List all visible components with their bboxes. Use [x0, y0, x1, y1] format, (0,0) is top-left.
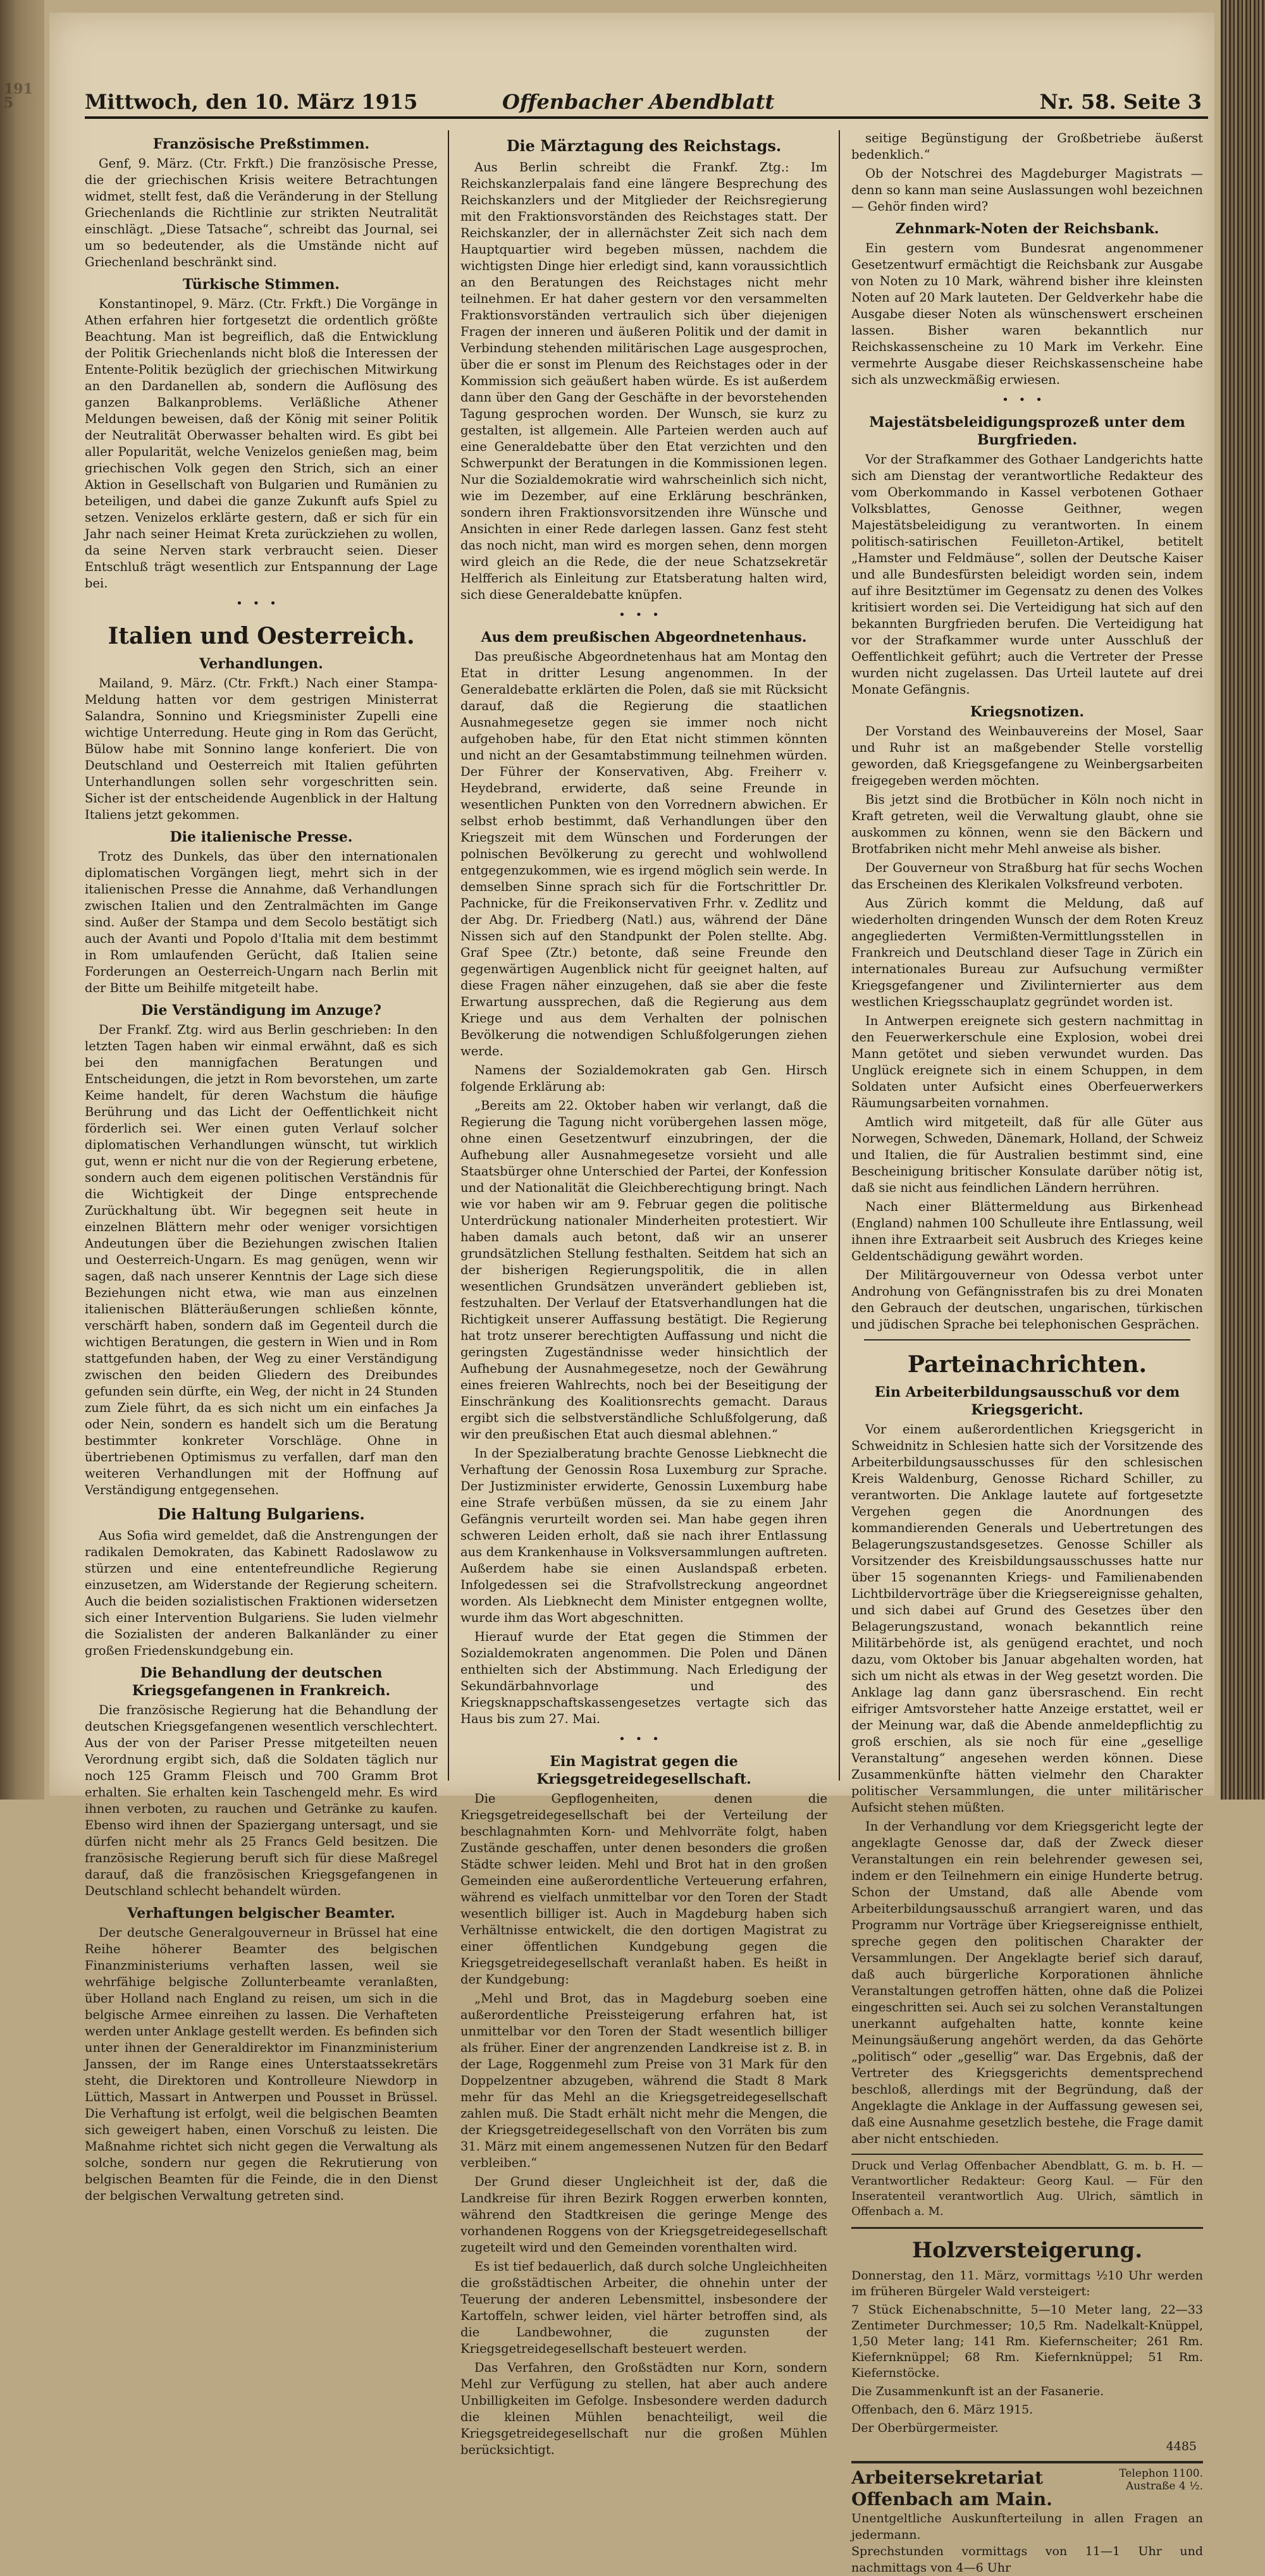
- article-title: Kriegsnotizen.: [970, 704, 1085, 720]
- article-paragraph: Genf, 9. März. (Ctr. Frkft.) Die französische Presse, die der griechischen Krisis weitere Betrachtungen widmet, stellt fest, daß die Veränderung in der Stellung Griechenlands die Richtlinie zur strikten Neutralität einschlägt. „Diese Tatsache“, schreibt das Journal, sei um so bedeutender, als die Umstände nicht auf Griechenland beschränkt sind.: [85, 156, 438, 269]
- advertisement-text: Die Zusammenkunft ist an der Fasanerie.: [851, 2384, 1104, 2398]
- article-paragraph: Vor der Strafkammer des Gothaer Landgerichts hatte sich am Dienstag der verantwortliche Redakteur des vom Oberkommando in Kassel verbotenen Gothaer Volksblattes, Genosse Geithner, wegen Majestätsbeleidigung zu verantworten. In einem politisch-satirischen Feuilleton-Artikel, betitelt „Hamster und Feldmäuse“, sollen der Deutsche Kaiser und alle Bundesfürsten beleidigt worden sein, indem auf ihre Besitztümer im Gegensatz zu denen des Volkes kritisiert worden sei. Die Verteidigung hat sich auf den bekannten Burgfrieden berufen. Die Verteidigung hat vor der Strafkammer wurde unter Ausschluß der Oeffentlichkeit geführt; auch die Vertreter der Presse wurden nicht zugelassen. Das Urteil lautete auf drei Monate Gefängnis.: [851, 452, 1203, 697]
- column-rule: [448, 130, 449, 1781]
- page-stack-edge: [1221, 0, 1265, 1800]
- article-title: Aus dem preußischen Abgeordnetenhaus.: [481, 629, 807, 646]
- article-title: Türkische Stimmen.: [183, 276, 340, 293]
- secretariat-info: Unentgeltliche Auskunfterteilung in allen Fragen an jedermann.: [851, 2512, 1203, 2542]
- article-subtitle: Ein Arbeiterbildungsausschuß vor dem Kriegsgericht.: [874, 1384, 1180, 1418]
- article-title: Majestätsbeleidigungsprozeß unter dem Burgfrieden.: [869, 414, 1185, 448]
- article-title: Französische Preßstimmen.: [152, 136, 370, 152]
- advertisement-title: Holzversteigerung.: [911, 2238, 1143, 2263]
- article-title: Ein Magistrat gegen die Kriegsgetreidegesellschaft.: [536, 1753, 751, 1788]
- article-paragraph: Das Verfahren, den Großstädten nur Korn, sondern Mehl zur Verfügung zu stellen, hat aber auch andere Unbilligkeiten im Gefolge. Insbesondere werden dadurch die kleinen Mühlen benachteiligt, weil die Kriegsgetreidegesellschaft nur die großen Mühlen berücksichtigt.: [460, 2360, 827, 2457]
- masthead: [85, 86, 1208, 119]
- article-title: Zehnmark-Noten der Reichsbank.: [895, 221, 1159, 237]
- advertisement-signature: Der Oberbürgermeister.: [851, 2421, 999, 2435]
- article-paragraph: In der Spezialberatung brachte Genosse Liebknecht die Verhaftung der Genossin Rosa Luxemburg zur Sprache. Der Justizminister erwiderte, Genossin Luxemburg habe eine Strafe verbüßen müssen, da sie zu einem Jahr Gefängnis verurteilt worden sei. Man habe gegen ihren schweren Leiden erholt, daß sie nach ihrer Entlassung aus dem Krankenhause in Volksversammlungen auftreten. Außerdem habe sie einen Auslandspaß erbeten. Infolgedessen sei die Strafvollstreckung angeordnet worden. Als Liebknecht dem Minister entgegnen wollte, wurde ihm das Wort abgeschnitten.: [460, 1446, 827, 1625]
- article-paragraph: Mailand, 9. März. (Ctr. Frkft.) Nach einer Stampa-Meldung hatten vor dem gestrigen Ministerrat Salandra, Sonnino und Kriegsminister Zupelli eine wichtige Unterredung. Heute ging in Rom das Gerücht, Bülow habe mit Sonnino lange konferiert. Die von Deutschland und Oesterreich mit Italien geführten Unterhandlungen sollen sehr vorgeschritten sein. Sicher ist der entscheidende Augenblick in der Haltung Italiens jetzt gekommen.: [85, 676, 438, 822]
- article-paragraph: Der Vorstand des Weinbauvereins der Mosel, Saar und Ruhr ist an maßgebender Stelle vorstellig geworden, daß Kriegsgefangene zu Weinbergsarbeiten freigegeben werden möchten.: [851, 724, 1203, 788]
- article-title: Die Haltung Bulgariens.: [157, 1505, 365, 1523]
- advertisement-workers-secretariat: [851, 2461, 1203, 2576]
- article-paragraph: Aus Sofia wird gemeldet, daß die Anstrengungen der radikalen Demokraten, das Kabinett Radoslawow zu stürzen und eine ententefreundliche Regierung einzusetzen, am Widerstande der Regierung scheitern. Auch die beiden sozialistischen Fraktionen widersetzen sich einer Intervention Bulgariens. Sie luden vielmehr die Sozialisten der anderen Balkanländer zu einer großen Friedenskundgebung ein.: [85, 1528, 438, 1658]
- article-paragraph: Der Grund dieser Ungleichheit ist der, daß die Landkreise für ihren Bezirk Roggen erwerben konnten, während den Stadtkreisen die geringe Menge des vorhandenen Roggens von der Kriegsgetreidegesellschaft zugeteilt wird und den Gemeinden vorenthalten wird.: [460, 2174, 827, 2255]
- article-paragraph: In Antwerpen ereignete sich gestern nachmittag in den Feuerwerkerschule eine Explosion, wobei drei Mann getötet und sieben verwundet wurden. Das Unglück ereignete sich in einem Schuppen, in dem Soldaten unter Aufsicht eines Oberfeuerwerkers Räumungsarbeiten vornahmen.: [851, 1014, 1203, 1110]
- article-paragraph: Der Frankf. Ztg. wird aus Berlin geschrieben: In den letzten Tagen haben wir einmal erwähnt, daß es sich bei den mannigfachen Beratungen und Entscheidungen, die jetzt in Rom bevorstehen, um zarte Keime handelt, für deren Wachstum die häufige Berührung und das Licht der Oeffentlichkeit nicht förderlich sei. Wer einen guten Verlauf solcher diplomatischen Verhandlungen wünscht, tut wirklich gut, wenn er nicht nur die von der Regierung erbetene, sondern auch dem eigenen politischen Verständnis für die Wichtigkeit der Dinge entsprechende Zurückhaltung übt. Wir begegnen seit heute in einzelnen Blättern mehr oder weniger vorsichtigen Andeutungen über die Beziehungen zwischen Italien und Oesterreich-Ungarn. Es mag genügen, wenn wir sagen, daß nach unserer Kenntnis der Lage sich diese Beziehungen nicht etwa, wie man aus einzelnen italienischen Blätteräußerungen schließen könnte, verschärft haben, sondern daß im Gegenteil durch die wichtigen Beratungen, die gestern in Wien und in Rom stattgefunden haben, der Weg zu einer Verständigung zwischen den beiden Gliedern des Dreibundes gefunden sein dürfte, ein Weg, der nicht in 24 Stunden zum Ziele führt, da es sich nicht um ein einfaches Ja oder Nein, sondern es handelt sich um die Beratung bestimmter konkreter Vorschläge. Ohne in übertriebenen Optimismus zu verfallen, darf man den weiteren Verhandlungen mit der Hoffnung auf Verständigung entgegensehen.: [85, 1022, 438, 1497]
- article-paragraph: Trotz des Dunkels, das über den internationalen diplomatischen Vorgängen liegt, mehrt sich in der italienischen Presse die Annahme, daß Verhandlungen zwischen Italien und den Zentralmächten im Gange sind. Außer der Stampa und dem Secolo bestätigt sich auch der Avanti und Popolo d'Italia mit dem bestimmt in Rom umlaufenden Gerücht, daß Italien seine Forderungen an Oesterreich-Ungarn nach Berlin mit der Bitte um Beihilfe mitgeteilt habe.: [85, 849, 438, 995]
- article-paragraph: Der Gouverneur von Straßburg hat für sechs Wochen das Erscheinen des Klerikalen Volksfreund verboten.: [851, 861, 1203, 892]
- article-paragraph: „Bereits am 22. Oktober haben wir verlangt, daß die Regierung die Tagung nicht vorübergehen lassen möge, ohne einen Gesetzentwurf einzubringen, der die Aufhebung aller Ausnahmegesetze vorsieht und alle Staatsbürger ohne Unterschied der Partei, der Konfession und der Nationalität die Gleichberechtigung bringt. Nach wie vor haben wir am 9. Februar gegen die politische Unterdrückung nationaler Minderheiten protestiert. Wir haben damals auch betont, daß wir an unserer grundsätzlichen Stellung festhalten. Seitdem hat sich an der bisherigen Regierungspolitik, die in allen wesentlichen Grundsätzen unverändert geblieben ist, festzuhalten. Der Verlauf der Etatsverhandlungen hat die Richtigkeit unserer Auffassung bestätigt. Die Regierung hat trotz unserer berechtigten Auffassung und nicht die geringsten Zugeständnisse weder hinsichtlich der Aufhebung der Ausnahmegesetze, noch der Gewährung eines freieren Wahlrechts, noch bei der Beseitigung der Einschränkung des Koalitionsrechts gemacht. Daraus ergibt sich die selbstverständliche Schlußfolgerung, daß wir den preußischen Etat auch diesmal ablehnen.“: [460, 1098, 827, 1442]
- separator-dots: •••: [619, 608, 669, 622]
- imprint: Druck und Verlag Offenbacher Abendblatt, G. m. b. H. — Verantwortlicher Redakteur: Georg Kaul. — Für den Inseratenteil verantwortlich Aug. Ulrich, sämtlich in Offenbach a. M.: [851, 2154, 1203, 2219]
- secretariat-title: Arbeitersekretariat Offenbach am Main.: [851, 2467, 1052, 2510]
- binding-text: [4, 82, 39, 115]
- article-paragraph: Ob der Notschrei des Magdeburger Magistrats — denn so kann man seine Auslassungen wohl bezeichnen — Gehör finden wird?: [851, 166, 1203, 214]
- article-title: Die Verständigung im Anzuge?: [141, 1002, 381, 1019]
- article-paragraph: Der Militärgouverneur von Odessa verbot unter Androhung von Gefängnisstrafen bis zu drei Monaten den Gebrauch der deutschen, ungarischen, türkischen und jüdischen Sprache bei telephonischen Gesprächen.: [851, 1268, 1203, 1332]
- article-paragraph: Hierauf wurde der Etat gegen die Stimmen der Sozialdemokraten angenommen. Die Polen und Dänen enthielten sich der Abstimmung. Nach Erledigung der Sekundärbahnvorlage und des Kriegsknappschaftskassengesetzes vertagte sich das Haus bis zum 27. Mai.: [460, 1629, 827, 1726]
- binding-year: 1915: [4, 81, 33, 111]
- advertisement-text: Donnerstag, den 11. März, vormittags ½10 Uhr werden im früheren Bürgeler Wald versteigert:: [851, 2269, 1203, 2298]
- article-paragraph: „Mehl und Brot, das in Magdeburg soeben eine außerordentliche Preissteigerung erfahren hat, ist unmittelbar vor den Toren der Stadt wesentlich billiger als früher. Einer der angrenzenden Landkreise ist z. B. in der Lage, Roggenmehl zum Preise von 31 Mark für den Doppelzentner abzugeben, während die Stadt 8 Mark mehr für das Mehl an die Kriegsgetreidegesellschaft zahlen muß. Die Stadt erhält nicht mehr die Mengen, die der Kriegsgetreidegesellschaft von den Vorräten bis zum 31. März mit einem angemessenen Nutzen für den Bedarf verbleiben.“: [460, 1991, 827, 2170]
- secretariat-phone: Telephon 1100.: [1119, 2467, 1203, 2480]
- article-title: Die italienische Presse.: [170, 829, 353, 845]
- secretariat-address: Austraße 4 ½.: [1126, 2480, 1203, 2493]
- column-1: [85, 130, 438, 2203]
- article-paragraph: Bis jetzt sind die Brotbücher in Köln noch nicht in Kraft getreten, weil die Verwaltung glaubt, ohne sie auskommen zu können, wenn sie den Bäckern und Brotfabriken nicht mehr Mehl anweise als bisher.: [851, 792, 1203, 856]
- article-title: Italien und Oesterreich.: [108, 623, 415, 649]
- separator-dots: •••: [236, 597, 287, 610]
- article-title: Verhaftungen belgischer Beamter.: [127, 1905, 395, 1922]
- divider: [864, 1339, 1190, 1340]
- article-paragraph: Namens der Sozialdemokraten gab Gen. Hirsch folgende Erklärung ab:: [460, 1063, 827, 1094]
- article-paragraph: seitige Begünstigung der Großbetriebe äußerst bedenklich.“: [851, 131, 1203, 162]
- secretariat-hours: Sprechstunden vormittags von 11—1 Uhr und nachmittags von 4—6 Uhr: [851, 2544, 1203, 2575]
- separator-dots: •••: [619, 1733, 669, 1746]
- column-2: [460, 130, 827, 2457]
- column-rule: [839, 130, 840, 1781]
- article-paragraph: Ein gestern vom Bundesrat angenommener Gesetzentwurf ermächtigt die Reichsbank zur Ausgabe von Noten zu 10 Mark, während bisher ihre kleinsten Noten auf 20 Mark lauteten. Der Geldverkehr habe die Ausgabe dieser Noten als wünschenswert erscheinen lassen. Bisher waren bekanntlich nur Reichskassenscheine zu 10 Mark im Verkehr. Eine vermehrte Ausgabe dieser Reichskassenscheine habe sich als unzweckmäßig erwiesen.: [851, 241, 1203, 387]
- article-paragraph: Aus Berlin schreibt die Frankf. Ztg.: Im Reichskanzlerpalais fand eine längere Besprechung des Reichskanzlers und der Mitglieder der Reichsregierung mit den Fraktionsvorständen des Reichstages statt. Der Reichskanzler, der in allernächster Zeit sich nach dem Hauptquartier wird begeben müssen, nachdem die wichtigsten Dinge hier erledigt sind, kann voraussichtlich an den Beratungen des Reichstages nicht mehr teilnehmen. Er hat daher gestern vor den versammelten Fraktionsvorständen vertraulich sich über diejenigen Fragen der inneren und äußeren Politik und der damit in Verbindung stehenden militärischen Lage ausgesprochen, über die er sonst im Plenum des Reichstages oder in der Kommission sich geäußert haben würde. Es ist außerdem dann über den Gang der Geschäfte in der bevorstehenden Tagung gesprochen worden. Der Wunsch, sie kurz zu gestalten, ist allgemein. Alle Parteien werden auch auf eine Generaldebatte über den Etat verzichten und den Schwerpunkt der Beratungen in die Kommissionen legen. Nur die Sozialdemokratie wird wahrscheinlich sich nicht, wie im Dezember, auf eine Erklärung beschränken, sondern ihren Fraktionsvorsitzenden ihre Wünsche und Ansichten in einer Rede darlegen lassen. Ganz fest steht das noch nicht, man wird es morgen sehen, denn morgen wird gleich an die Rede, die der neue Schatzsekretär Helfferich als Einleitung zur Etatsberatung halten wird, sich diese Generaldebatte knüpfen.: [460, 160, 827, 602]
- article-paragraph: Der deutsche Generalgouverneur in Brüssel hat eine Reihe höherer Beamter des belgischen Finanzministeriums verhaften lassen, weil sie wehrfähige belgische Zollunterbeamte veranlaßten, über Holland nach England zu reisen, um sich in die belgische Armee einreihen zu lassen. Die Verhafteten werden unter Anklage gestellt werden. Es befinden sich unter ihnen der Generaldirektor im Finanzministerium Janssen, der im Range eines Unterstaatssekretärs steht, die Direktoren und Kontrolleure Niewdorp in Lüttich, Massart in Antwerpen und Pousset in Brüssel. Die Verhaftung ist erfolgt, weil die belgischen Beamten sich geweigert haben, einen Vorschuß zu leisten. Die Maßnahme richtet sich nicht gegen die Verwaltung als solche, sondern nur gegen die Rekrutierung von belgischen Beamten für die Feinde, die in den Dienst der belgischen Verwaltung getreten sind.: [85, 1925, 438, 2203]
- column-3: [851, 130, 1203, 2575]
- article-subtitle: Verhandlungen.: [199, 656, 323, 672]
- article-paragraph: Die französische Regierung hat die Behandlung der deutschen Kriegsgefangenen wesentlich verschlechtert. Aus der von der Pariser Presse mitgeteilten neuen Verordnung ergibt sich, daß die Soldaten täglich nur noch 125 Gramm Fleisch und 700 Gramm Brot erhalten. Sie erhalten kein Taschengeld mehr. Es wird ihnen verboten, zu rauchen und Getränke zu kaufen. Ebenso wird ihnen der Spaziergang untersagt, und sie dürfen nicht mehr als 25 Francs Geld besitzen. Die französische Regierung beruft sich für diese Maßregel darauf, daß die französischen Kriegsgefangenen in Deutschland schlecht behandelt würden.: [85, 1703, 438, 1898]
- masthead-page-number: Nr. 58. Seite 3: [1039, 90, 1202, 114]
- advertisement-text: Offenbach, den 6. März 1915.: [851, 2403, 1034, 2417]
- article-title: Die Märztagung des Reichstags.: [506, 137, 782, 155]
- advertisement-wood-auction: [851, 2227, 1203, 2455]
- masthead-date: Mittwoch, den 10. März 1915: [85, 90, 418, 114]
- article-paragraph: Es ist tief bedauerlich, daß durch solche Ungleichheiten die großstädtischen Arbeiter, die ohnehin unter der Teuerung der anderen Lebensmittel, insbesondere der Kartoffeln, schwer leiden, viel härter betroffen sind, als die Landbewohner, die zugunsten der Kriegsgetreidegesellschaft besteuert werden.: [460, 2259, 827, 2356]
- article-title: Parteinachrichten.: [907, 1351, 1147, 1378]
- book-binding: [0, 0, 44, 1800]
- article-paragraph: Konstantinopel, 9. März. (Ctr. Frkft.) Die Vorgänge in Athen erfahren hier fortgesetzt die ordentlich größte Beachtung. Man ist begreiflich, daß die Entwicklung der Politik Griechenlands nicht bloß die Interessen der Entente-Politik bezüglich der griechischen Mitwirkung an den Dardanellen ab, sondern die Auflösung des ganzen Balkanproblems. Verläßliche Athener Meldungen beweisen, daß der König mit seiner Politik der Neutralität Oberwasser behalten wird. Es gibt bei aller Popularität, welche Venizelos genießen mag, beim griechischen Volk gegen den Strich, sich an einer Aktion in Gesellschaft von Bulgarien und Rumänien zu beteiligen, und dabei die ganze Zukunft aufs Spiel zu setzen. Venizelos erklärte gestern, daß er sich für ein Jahr nach seiner Heimat Kreta zurückziehen zu wollen, da seine Nerven stark verbraucht seien. Dieser Entschluß trägt wesentlich zur Entspannung der Lage bei.: [85, 297, 438, 591]
- article-paragraph: In der Verhandlung vor dem Kriegsgericht legte der angeklagte Genosse dar, daß der Zweck dieser Veranstaltungen ein rein belehrender gewesen sei, indem er den Teilnehmern ein einige Hunderte betrug. Schon der Umstand, daß alle Abende vom Arbeiterbildungsausschuß arrangiert waren, und das Programm nur Vorträge über Kriegsereignisse enthielt, spreche gegen den politischen Charakter der Versammlungen. Der Angeklagte berief sich darauf, daß auch bürgerliche Korporationen ähnliche Veranstaltungen getroffen hätten, ohne daß die Polizei eingeschritten sei. Auch sei zu solchen Veranstaltungen unerkannt aufgehalten hatte, konnte keine Meinungsäußerung angehört werden, da das Gehörte „politisch“ oder „gesellig“ war. Das Ergebnis, daß der Vertreter des Kriegsgerichts dementsprechend beschloß, allerdings mit der Begründung, daß der Angeklagte die Anklage in der Auffassung gewesen sei, daß eine Ausnahme gesetzlich bestehe, die Frage damit aber nicht entschieden.: [851, 1819, 1203, 2146]
- article-paragraph: Vor einem außerordentlichen Kriegsgericht in Schweidnitz in Schlesien hatte sich der Vorsitzende des Arbeiterbildungsausschusses für den schlesischen Kreis Waldenburg, Genosse Richard Schiller, zu verantworten. Die Anklage lautete auf fortgesetzte Vergehen gegen die Anordnungen des kommandierenden Generals und Uebertretungen des Belagerungszustandsgesetzes. Genosse Schiller als Vorsitzender des Kreisbildungsausschusses hatte nur über 15 sogenannten Kriegs- und Familienabenden Lichtbildervorträge über die Kriegsereignisse gehalten, und sich dabei auf Grund des Gesetzes über den Belagerungszustand, wonach bekanntlich reine Militärbehörde ist, als genügend erachtet, und noch dazu, vom Oktober bis Januar abgehalten worden, hat sich um nicht als etwas in der Weg gesetzt worden. Die Anklage lag dann ganz übersraschend. Ein recht eifriger Amtsvorsteher hatte Anzeige erstattet, weil er der Meinung war, daß die Abende anmeldepflichtig zu groß erschien, als sie noch für eine „gesellige Veranstaltung“ angesehen werden können. Diese Zusammenkünfte hätten vielmehr den Charakter politischer Versammlungen, die unter militärischer Aufsicht stehen müßten.: [851, 1422, 1203, 1815]
- article-title: Die Behandlung der deutschen Kriegsgefangenen in Frankreich.: [132, 1665, 391, 1699]
- article-paragraph: Die Gepflogenheiten, denen die Kriegsgetreidegesellschaft bei der Verteilung der beschlagnahmten Korn- und Mehlvorräte folgt, haben Zustände geschaffen, unter denen besonders die großen Städte schwer leiden. Mehl und Brot hat in den großen Gemeinden eine außerordentliche Verteuerung erfahren, während es vielfach unmittelbar vor den Toren der Stadt wesentlich billiger ist. Auch in Magdeburg haben sich Verhältnisse entwickelt, die den dortigen Magistrat zu einer öffentlichen Kundgebung gegen die Kriegsgetreidegesellschaft veranlaßt haben. Es heißt in der Kundgebung:: [460, 1791, 827, 1987]
- separator-dots: •••: [1002, 393, 1052, 407]
- advertisement-number: 4485: [1166, 2439, 1197, 2453]
- article-paragraph: Amtlich wird mitgeteilt, daß für alle Güter aus Norwegen, Schweden, Dänemark, Holland, der Schweiz und Italien, die für Australien bestimmt sind, eine Bescheinigung britischer Konsulate darüber nötig ist, daß sie nicht aus feindlichen Ländern herrühren.: [851, 1115, 1203, 1195]
- newspaper-page: [49, 13, 1214, 2575]
- article-paragraph: Das preußische Abgeordnetenhaus hat am Montag den Etat in dritter Lesung angenommen. In der Generaldebatte erklärten die Polen, daß sie mit Rücksicht darauf, daß die Regierung die staatlichen Ausnahmegesetze gegen sie immer noch nicht aufgehoben habe, für den Etat nicht stimmen könnten und nicht an der Gesamtabstimmung teilnehmen würden. Der Führer der Konservativen, Abg. Freiherr v. Heydebrand, erwiderte, daß seine Freunde in wesentlichen Punkten von den Vorrednern abwichen. Er selbst erhob bestimmt, daß Verhandlungen über den Kriegszeit mit dem Wünschen und Forderungen der polnischen Bevölkerung zu gerecht und wohlwollend entgegenzukommen, wie es irgend möglich sein werde. In demselben Sinne sprach sich für die Fortschrittler Dr. Pachnicke, für die Freikonservativen Frhr. v. Zedlitz und der Abg. Dr. Friedberg (Natl.) aus, während der Däne Nissen sich auf den Standpunkt der Polen stellte. Abg. Graf Spee (Ztr.) betonte, daß seine Freunde den gegenwärtigen Augenblick nicht für geeignet halten, auf diese Fragen näher einzugehen, daß sie aber die feste Erwartung aussprechen, daß die Regierung aus dem Kriege und aus dem Verhalten der polnischen Bevölkerung die notwendigen Schlußfolgerungen ziehen werde.: [460, 649, 827, 1058]
- article-paragraph: Nach einer Blättermeldung aus Birkenhead (England) nahmen 100 Schulleute ihre Entlassung, weil ihnen ihre Extraarbeit seit Ausbruch des Krieges keine Geldentschädigung gewährt worden.: [851, 1199, 1203, 1263]
- masthead-paper-name: Offenbacher Abendblatt: [502, 90, 775, 114]
- secretariat-phone-block: [1119, 2467, 1203, 2493]
- advertisement-text: 7 Stück Eichenabschnitte, 5—10 Meter lang, 22—33 Zentimeter Durchmesser; 10,5 Rm. Nadelkalt-Knüppel, 1,50 Meter lang; 141 Rm. Kiefernscheiter; 261 Rm. Kiefernknüppel; 68 Rm. Kiefernknüppel; 51 Rm. Kiefernstöcke.: [851, 2303, 1203, 2380]
- article-paragraph: Aus Zürich kommt die Meldung, daß auf wiederholten dringenden Wunsch der dem Roten Kreuz angegliederten Vermißten-Vermittlungsstellen in Frankreich und Deutschland dieser Tage in Zürich ein internationales Bureau zur Aufsuchung vermißter Kriegsgefangener und Zivilinternierter aus dem westlichen Kriegsschauplatz gegründet worden ist.: [851, 896, 1203, 1009]
